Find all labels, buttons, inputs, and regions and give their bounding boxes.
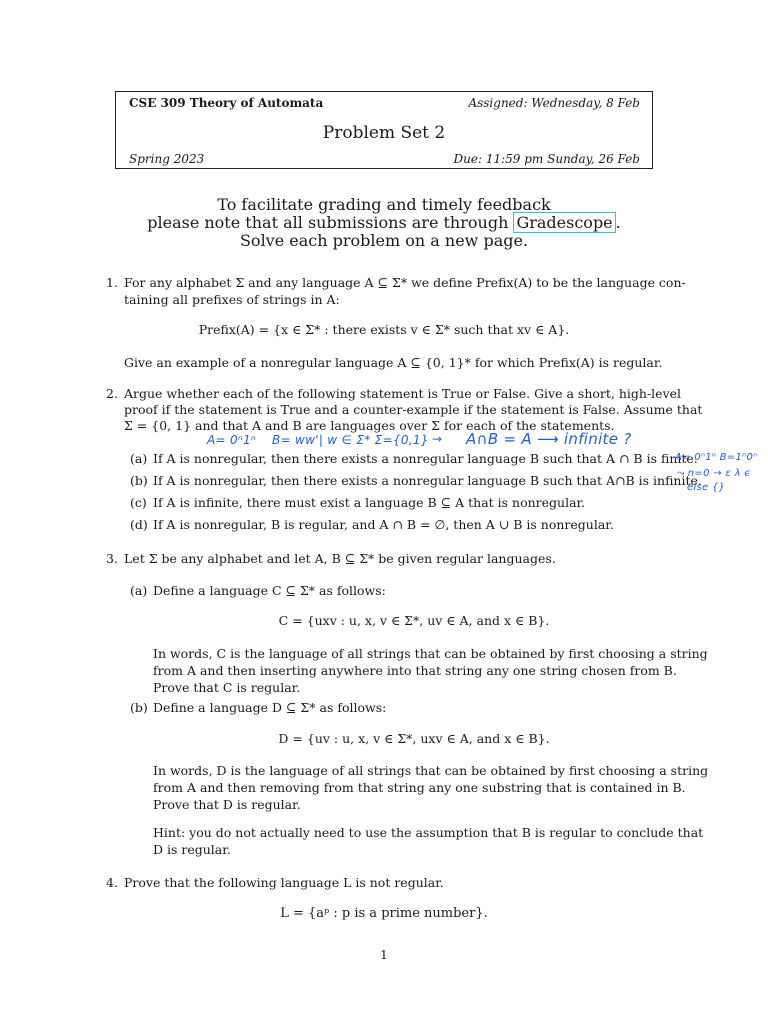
handwritten-note-side-3: else {} [687, 482, 726, 493]
problem-3a-words-2: from A and then inserting anywhere into that string any one string chosen from B. [153, 663, 677, 678]
problem-2-line-3: Σ = {0, 1} and that A and B are languages over Σ for each of the statements. [124, 418, 615, 433]
problem-2d-text: If A is nonregular, B is regular, and A ∩ B = ∅, then A ∪ B is nonregular. [153, 517, 614, 532]
problem-1-line-2: taining all prefixes of strings in A: [124, 292, 340, 307]
handwritten-note-side-2: ⤳ n=0 → ε λ ϵ [676, 468, 751, 479]
problem-2d-label: (d) [130, 517, 148, 532]
notice-line-2-end: . [615, 213, 621, 232]
problem-3b-words-2: from A and then removing from that string any one substring that is contained in B. [153, 780, 686, 795]
notice-line-2 [0, 214, 768, 232]
problem-2-line-2: proof if the statement is True and a counter-example if the statement is False. Assume that [124, 402, 703, 417]
problem-1-number: 1. [106, 275, 118, 290]
problem-2b-label: (b) [130, 473, 148, 488]
problem-4-line-1: Prove that the following language L is not regular. [124, 875, 444, 890]
problem-set-title: Problem Set 2 [322, 123, 446, 143]
problem-3a-words-1: In words, C is the language of all strings that can be obtained by first choosing a string [153, 646, 708, 661]
handwritten-note-intersection: A∩B = A ⟶ infinite ? [466, 430, 632, 448]
handwritten-note-b-def: B= ww'| w ∈ Σ* Σ={0,1} [272, 433, 429, 447]
problem-3b-hint-1: Hint: you do not actually need to use the assumption that B is regular to conclude that [153, 825, 704, 840]
notice-line-3: Solve each problem on a new page. [239, 231, 529, 250]
problem-2c-label: (c) [130, 495, 147, 510]
notice-line-1: To facilitate grading and timely feedback [217, 195, 551, 214]
problem-3b-label: (b) [130, 700, 148, 715]
course-title: CSE 309 Theory of Automata [129, 96, 324, 110]
problem-2a-text: If A is nonregular, then there exists a nonregular language B such that A ∩ B is finite. [153, 451, 698, 466]
term: Spring 2023 [129, 152, 205, 166]
prefix-formula: Prefix(A) = {x ∈ Σ* : there exists v ∈ Σ* such that xv ∈ A}. [198, 322, 570, 337]
language-c-formula: C = {uxv : u, x, v ∈ Σ*, uv ∈ A, and x ∈ B}. [278, 613, 550, 628]
problem-2a-label: (a) [130, 451, 148, 466]
problem-3b-words-1: In words, D is the language of all strings that can be obtained by first choosing a string [153, 763, 709, 778]
problem-2-line-1: Argue whether each of the following statement is True or False. Give a short, high-level [124, 386, 682, 401]
gradescope-link[interactable]: Gradescope [513, 212, 615, 233]
problem-3a-words-3: Prove that C is regular. [153, 680, 301, 695]
problem-4-number: 4. [106, 875, 118, 890]
language-l-formula: L = {aᵖ : p is a prime number}. [280, 906, 488, 921]
assigned-date: Assigned: Wednesday, 8 Feb [468, 96, 640, 110]
page-number: 1 [380, 948, 388, 962]
problem-3-intro: Let Σ be any alphabet and let A, B ⊆ Σ* be given regular languages. [124, 551, 556, 566]
handwritten-arrow: → [432, 432, 443, 446]
due-date: Due: 11:59 pm Sunday, 26 Feb [453, 152, 640, 166]
problem-2-number: 2. [106, 386, 118, 401]
problem-1-line-1: For any alphabet Σ and any language A ⊆ Σ* we define Prefix(A) to be the language con- [124, 275, 686, 290]
language-d-formula: D = {uv : u, x, v ∈ Σ*, uxv ∈ A, and x ∈ B}. [278, 731, 550, 746]
header-box [115, 91, 653, 169]
problem-3b-words-3: Prove that D is regular. [153, 797, 301, 812]
notice-line-2-text: please note that all submissions are through [147, 213, 514, 232]
problem-3b-hint-2: D is regular. [153, 842, 231, 857]
problem-3a-line-1: Define a language C ⊆ Σ* as follows: [153, 583, 386, 598]
handwritten-note-a-def: A= 0ⁿ1ⁿ [207, 433, 257, 447]
problem-3a-label: (a) [130, 583, 148, 598]
handwritten-note-side-1: A= 0ⁿ1ⁿ B=1ⁿ0ⁿ [675, 452, 758, 463]
problem-3b-line-1: Define a language D ⊆ Σ* as follows: [153, 700, 387, 715]
problem-1-line-3: Give an example of a nonregular language A ⊆ {0, 1}* for which Prefix(A) is regular. [124, 355, 663, 370]
problem-3-number: 3. [106, 551, 118, 566]
problem-2c-text: If A is infinite, there must exist a language B ⊆ A that is nonregular. [153, 495, 586, 510]
problem-2b-text: If A is nonregular, then there exists a nonregular language B such that A∩B is infinite. [153, 473, 702, 488]
